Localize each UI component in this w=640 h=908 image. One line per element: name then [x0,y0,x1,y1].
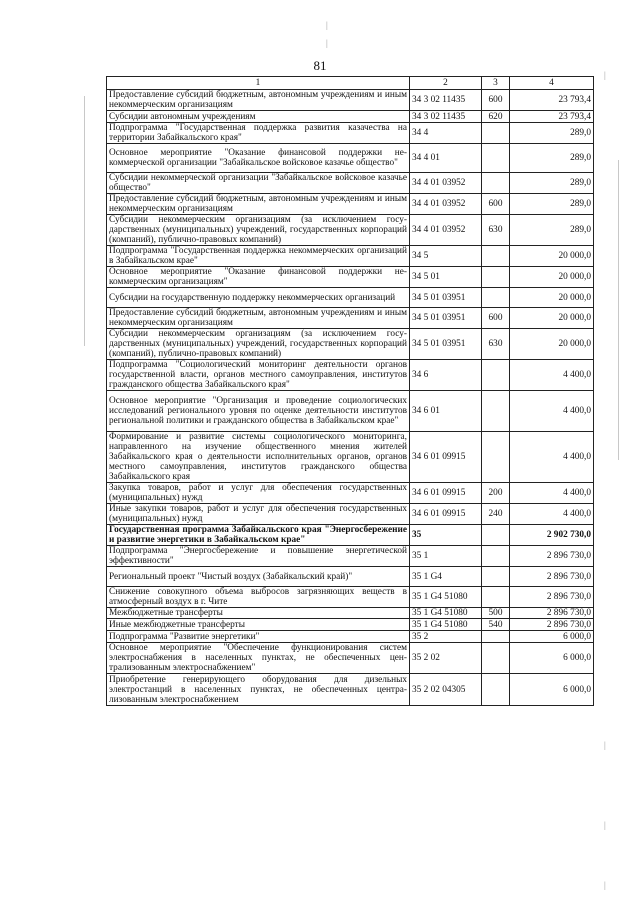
row-code-cell: 34 5 01 03951 [410,329,482,360]
row-type-cell: 540 [482,619,510,631]
row-type-cell [482,144,510,173]
table-row [107,525,594,546]
row-type-cell [482,546,510,567]
row-code-cell: 35 1 G4 51080 [410,608,482,619]
row-amount-cell: 289,0 [510,173,594,194]
row-type-cell [482,432,510,483]
row-code-cell: 35 1 G4 51080 [410,619,482,631]
row-type-cell: 630 [482,215,510,246]
row-name-cell: Приобретение генерирующего оборудования для дизельных электростанций в населенных пунктах, не обеспеченных централизованным электроснабжением [107,674,410,706]
row-name-cell: Основное мероприятие "Обеспечение функционирования систем электроснабжения в населенных пунктах, не обеспеченных централизованным электроснабжением" [107,643,410,674]
row-name-cell: Основное мероприятие "Оказание финансовой поддержки некоммерческим организациям" [107,267,410,288]
row-code-cell: 34 4 01 03952 [410,173,482,194]
row-code-cell: 34 3 02 11435 [410,90,482,111]
row-code-cell: 35 2 02 04305 [410,674,482,706]
row-code-cell: 34 3 02 11435 [410,111,482,123]
row-amount-cell: 2 896 730,0 [510,608,594,619]
row-type-cell [482,567,510,587]
row-name-cell: Подпрограмма "Развитие энергетики" [107,631,410,643]
row-amount-cell: 6 000,0 [510,631,594,643]
row-name-cell: Подпрограмма "Энергосбережение и повышение энергетической эффективности" [107,546,410,567]
budget-table-body [107,77,594,706]
row-amount-cell: 23 793,4 [510,90,594,111]
row-name-cell: Предоставление субсидий бюджетным, автономным учреждениям и иным некоммерческим организациям [107,194,410,215]
row-name-cell: Субсидии некоммерческим организациям (за исключением государственных (муниципальных) учреждений, государственных корпораций (компаний), публично-правовых компаний) [107,215,410,246]
row-type-cell [482,123,510,144]
row-name-cell: Субсидии на государственную поддержку некоммерческих организаций [107,288,410,308]
table-row [107,674,594,706]
table-header-row [107,77,594,90]
scan-margin-mark: | [326,20,328,30]
scan-margin-mark: | [604,740,606,750]
row-type-cell [482,525,510,546]
row-amount-cell: 4 400,0 [510,391,594,432]
row-code-cell: 35 2 02 [410,643,482,674]
row-type-cell: 630 [482,329,510,360]
row-code-cell: 34 6 01 09915 [410,504,482,525]
row-code-cell: 35 1 G4 51080 [410,587,482,608]
row-type-cell [482,631,510,643]
budget-table [106,76,594,706]
row-code-cell: 34 5 01 [410,267,482,288]
row-type-cell: 600 [482,90,510,111]
row-name-cell: Подпрограмма "Государственная поддержка развития казачества на территории Забайкальского края" [107,123,410,144]
row-code-cell: 34 6 01 09915 [410,432,482,483]
row-type-cell: 600 [482,308,510,329]
row-amount-cell: 289,0 [510,144,594,173]
row-type-cell: 620 [482,111,510,123]
row-amount-cell: 23 793,4 [510,111,594,123]
row-name-cell: Закупка товаров, работ и услуг для обеспечения государственных (муниципальных) нужд [107,483,410,504]
row-type-cell [482,674,510,706]
row-amount-cell: 2 896 730,0 [510,587,594,608]
row-name-cell: Формирование и развитие системы социологического мониторинга, направленного на изучение общественного мнения жителей Забайкальского края о деятельности исполнительных органов, органов местного самоуправления, институтов гражданского общества Забайкальского края [107,432,410,483]
scan-margin-mark: | [604,70,606,80]
table-row [107,391,594,432]
row-amount-cell: 20 000,0 [510,246,594,267]
row-name-cell: Субсидии некоммерческой организации "Забайкальское войсковое казачье общество" [107,173,410,194]
row-amount-cell: 6 000,0 [510,674,594,706]
row-name-cell: Подпрограмма "Социологический мониторинг деятельности органов государственной власти, органов местного самоуправления, институтов гражданского общества Забайкальского края" [107,360,410,391]
row-code-cell: 35 [410,525,482,546]
row-type-cell: 200 [482,483,510,504]
header-code-column: 2 [410,77,482,90]
row-type-cell: 600 [482,194,510,215]
row-name-cell: Межбюджетные трансферты [107,608,410,619]
row-name-cell: Основное мероприятие "Оказание финансовой поддержки некоммерческой организации "Забайкальское войсковое казачье общество" [107,144,410,173]
row-amount-cell: 2 896 730,0 [510,619,594,631]
table-row [107,608,594,619]
row-name-cell: Предоставление субсидий бюджетным, автономным учреждениям и иным некоммерческим организациям [107,90,410,111]
row-amount-cell: 2 902 730,0 [510,525,594,546]
row-name-cell: Субсидии автономным учреждениям [107,111,410,123]
scan-margin-mark: | [326,38,328,48]
row-type-cell: 240 [482,504,510,525]
row-name-cell: Субсидии некоммерческим организациям (за исключением государственных (муниципальных) учреждений, государственных корпораций (компаний), публично-правовых компаний) [107,329,410,360]
table-row [107,267,594,288]
row-code-cell: 34 5 [410,246,482,267]
row-amount-cell: 4 400,0 [510,483,594,504]
scan-margin-line-left [84,96,85,346]
row-type-cell [482,246,510,267]
row-code-cell: 34 4 [410,123,482,144]
row-type-cell [482,288,510,308]
row-amount-cell: 20 000,0 [510,329,594,360]
table-row [107,123,594,144]
scan-margin-mark: | [604,880,606,890]
row-amount-cell: 289,0 [510,194,594,215]
table-row [107,504,594,525]
row-amount-cell: 6 000,0 [510,643,594,674]
row-type-cell [482,173,510,194]
row-type-cell: 500 [482,608,510,619]
row-type-cell [482,587,510,608]
header-amount-column: 4 [510,77,594,90]
row-amount-cell: 289,0 [510,215,594,246]
row-type-cell [482,360,510,391]
table-row [107,246,594,267]
row-name-cell: Региональный проект "Чистый воздух (Забайкальский край)" [107,567,410,587]
row-amount-cell: 4 400,0 [510,504,594,525]
row-code-cell: 35 1 G4 [410,567,482,587]
row-amount-cell: 289,0 [510,123,594,144]
table-row [107,483,594,504]
row-amount-cell: 20 000,0 [510,288,594,308]
row-code-cell: 35 2 [410,631,482,643]
row-amount-cell: 20 000,0 [510,308,594,329]
row-name-cell: Снижение совокупного объема выбросов загрязняющих веществ в атмосферный воздух в г. Чите [107,587,410,608]
row-name-cell: Предоставление субсидий бюджетным, автономным учреждениям и иным некоммерческим организациям [107,308,410,329]
row-code-cell: 34 6 01 09915 [410,483,482,504]
row-code-cell: 35 1 [410,546,482,567]
table-row [107,546,594,567]
row-name-cell: Иные закупки товаров, работ и услуг для обеспечения государственных (муниципальных) нужд [107,504,410,525]
row-name-cell: Государственная программа Забайкальского края "Энергосбережение и развитие энергетики в Забайкальском крае" [107,525,410,546]
row-code-cell: 34 4 01 03952 [410,194,482,215]
row-amount-cell: 20 000,0 [510,267,594,288]
page-number: 81 [313,58,327,73]
table-row [107,90,594,111]
row-amount-cell: 4 400,0 [510,432,594,483]
row-name-cell: Иные межбюджетные трансферты [107,619,410,631]
table-row [107,215,594,246]
table-row [107,360,594,391]
table-row [107,288,594,308]
row-type-cell [482,267,510,288]
row-code-cell: 34 6 [410,360,482,391]
table-row [107,567,594,587]
row-code-cell: 34 5 01 03951 [410,308,482,329]
row-type-cell [482,391,510,432]
table-row [107,643,594,674]
table-row [107,308,594,329]
row-amount-cell: 2 896 730,0 [510,546,594,567]
header-name-column: 1 [107,77,410,90]
header-type-column: 3 [482,77,510,90]
row-amount-cell: 4 400,0 [510,360,594,391]
row-code-cell: 34 4 01 [410,144,482,173]
scan-margin-line-right [618,160,619,460]
table-row [107,173,594,194]
row-name-cell: Основное мероприятие "Организация и проведение социологических исследований регионального уровня по оценке деятельности институтов региональной политики и гражданского общества в Забайкальском крае" [107,391,410,432]
table-row [107,619,594,631]
table-row [107,194,594,215]
row-type-cell [482,643,510,674]
row-code-cell: 34 5 01 03951 [410,288,482,308]
table-row [107,631,594,643]
row-code-cell: 34 4 01 03952 [410,215,482,246]
row-name-cell: Подпрограмма "Государственная поддержка некоммерческих организаций в Забайкальском крае" [107,246,410,267]
table-row [107,432,594,483]
table-row [107,587,594,608]
scan-margin-mark: | [604,820,606,830]
table-row [107,329,594,360]
row-amount-cell: 2 896 730,0 [510,567,594,587]
table-row [107,144,594,173]
row-code-cell: 34 6 01 [410,391,482,432]
table-row [107,111,594,123]
